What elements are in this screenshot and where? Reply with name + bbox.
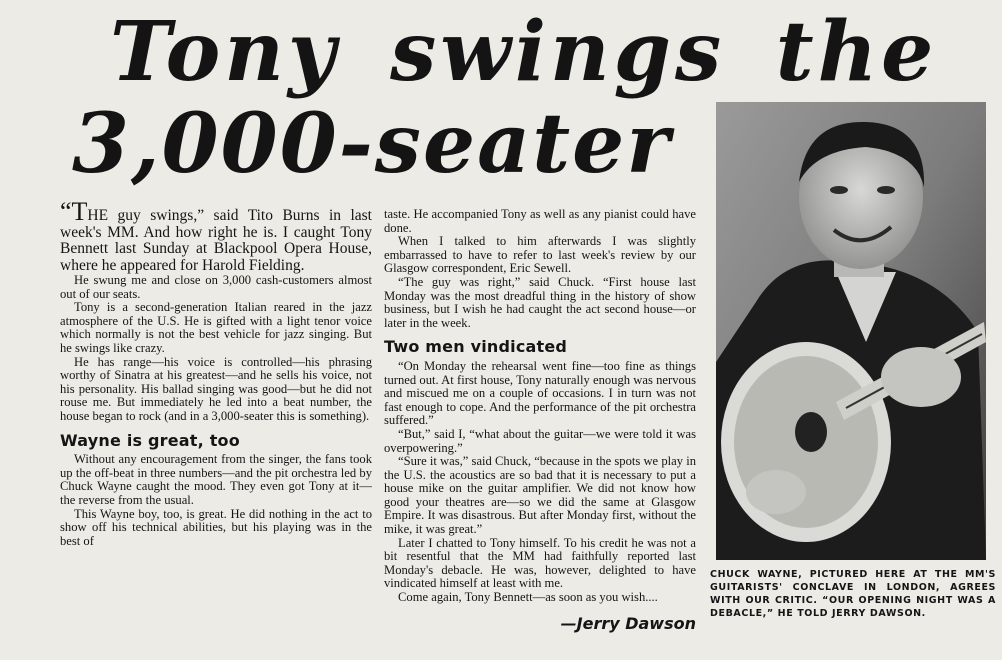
headline-line-1: Tony swings the [110, 4, 938, 100]
paragraph: “But,” said I, “what about the guitar—we were told it was overpowering.” [384, 426, 696, 455]
paragraph: He swung me and close on 3,000 cash-customers almost out of our seats. [60, 273, 372, 301]
paragraph: Come again, Tony Bennett—as soon as you wish.... [398, 590, 658, 605]
paragraph: “The guy was right,” said Chuck. “First house last Monday was the most dreadful thing in the history of show business, but I wish he had caught the act second house—or later in the week. [384, 274, 696, 330]
paragraph: taste. He accompanied Tony as well as any pianist could have done. [384, 207, 696, 235]
paragraph: Later I chatted to Tony himself. To his credit he was not a bit resentful that the MM had faithfully reported last Monday's debacle. He was, however, delighted to have vindicated himself at least with me. [384, 535, 696, 591]
paragraph: “On Monday the rehearsal went fine—too fine as things turned out. At first house, Tony naturally enough was nervous and miscued me on a couple of occasions. I in turn was not fast enough to cope. And the performance of the pit orchestra suffered.” [384, 358, 696, 428]
guitarist-photo-icon [716, 102, 986, 560]
article-column-1 [60, 197, 372, 548]
paragraph: He has range—his voice is controlled—his phrasing worthy of Sinatra at his greatest—and he sells his voice, not his personality. His ballad singing was good—but he did not rouse me. But immediately he led into a beat number, the house began to rock (and in a 3,000-seater this is something). [60, 354, 372, 423]
subheading: Wayne is great, too [60, 430, 240, 450]
lead-paragraph: “THE guy swings,” said Tito Burns in last week's MM. And how right he is. I caught Tony Bennett last Sunday at Blackpool Opera House, where he appeared for Harold Fielding. [60, 197, 372, 274]
article-column-2 [384, 207, 696, 633]
paragraph: Tony is a second-generation Italian reared in the jazz atmosphere of the U.S. He is gifted with a light tenor voice which normally is not the best vehicle for jazz singing. But he swings like crazy. [60, 300, 372, 355]
subheading: Two men vindicated [384, 337, 568, 357]
paragraph: This Wayne boy, too, is great. He did nothing in the act to show off his technical abilities, but his playing was in the best of [60, 506, 372, 548]
paragraph: Without any encouragement from the singer, the fans took up the off-beat in three numbers—and the pit orchestra led by Chuck Wayne caught the mood. They even got Tony at it—the reverse from the usual. [60, 452, 372, 507]
headline-line-2: 3,000-seater [72, 96, 672, 192]
photo-caption: CHUCK WAYNE, PICTURED HERE AT THE MM'S GUITARISTS' CONCLAVE IN LONDON, AGREES WITH OUR CRITIC. “OUR OPENING NIGHT WAS A DEBACLE,” HE TOLD JERRY DAWSON. [710, 569, 996, 619]
byline: —Jerry Dawson [560, 613, 696, 633]
paragraph: “Sure it was,” said Chuck, “because in the spots we play in the U.S. the acoustics are so bad that it is necessary to put a house mike on the guitar amplifier. We did not know how good your theatres are—so we did the same at Glasgow Empire. It was disastrous. But after Monday first, without the mike, it was great.” [384, 454, 696, 537]
paragraph: When I talked to him afterwards I was slightly embarrassed to have to refer to last week's review by our Glasgow correspondent, Eric Sewell. [384, 234, 696, 276]
